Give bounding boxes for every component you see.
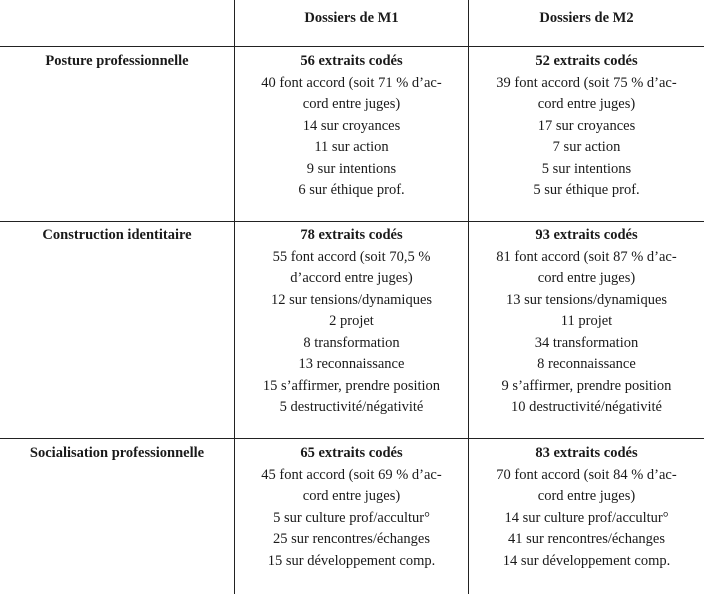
cell-line: 70 font accord (soit 84 % d’ac- (496, 466, 677, 483)
cell-line: 13 reconnaissance (298, 356, 405, 372)
header-m1: Dossiers de M1 (304, 10, 399, 26)
cell-construction-m2 (469, 225, 704, 419)
row-label-posture: Posture professionnelle (45, 53, 189, 69)
cell-line: 6 sur éthique prof. (298, 182, 405, 198)
cell-line: 15 sur développement comp. (267, 552, 436, 569)
cell-line: 41 sur rencontres/échanges (507, 531, 666, 547)
cell-line: 8 transformation (303, 334, 400, 351)
cell-line: cord entre juges) (302, 96, 401, 112)
row-divider (0, 46, 704, 47)
row-divider (0, 221, 704, 222)
cell-line: 2 projet (329, 313, 374, 329)
cell-title: 83 extraits codés (535, 445, 638, 461)
cell-title: 65 extraits codés (300, 445, 403, 461)
cell-line: 5 sur intentions (541, 160, 632, 177)
cell-line: 5 sur éthique prof. (533, 182, 640, 198)
cell-line: 15 s’affirmer, prendre position (262, 377, 441, 394)
cell-posture-m1 (235, 51, 468, 202)
cell-line: 39 font accord (soit 75 % d’ac- (496, 74, 677, 91)
cell-line: 14 sur culture prof/accultur° (504, 509, 669, 526)
cell-line: 5 sur culture prof/accultur° (273, 509, 430, 526)
cell-line: 10 destructivité/négativité (511, 399, 662, 415)
cell-title: 56 extraits codés (300, 53, 403, 69)
cell-line: d’accord entre juges) (290, 270, 413, 286)
cell-line: 9 sur intentions (306, 160, 397, 177)
cell-line: 25 sur rencontres/échanges (272, 531, 431, 547)
cell-line: 11 projet (560, 313, 613, 329)
cell-title: 93 extraits codés (535, 227, 638, 243)
cell-line: 45 font accord (soit 69 % d’ac- (261, 466, 442, 483)
cell-line: 12 sur tensions/dynamiques (270, 291, 433, 308)
cell-posture-m2 (469, 51, 704, 202)
cell-title: 78 extraits codés (300, 227, 403, 243)
cell-line: 8 reconnaissance (537, 356, 636, 372)
cell-line: cord entre juges) (537, 488, 636, 504)
cell-line: 14 sur développement comp. (502, 552, 671, 569)
row-label-construction: Construction identitaire (42, 227, 192, 243)
cell-line: 11 sur action (314, 139, 389, 155)
cell-line: 5 destructivité/négativité (279, 399, 424, 415)
cell-socialisation-m1 (235, 443, 468, 572)
cell-line: cord entre juges) (537, 270, 636, 286)
cell-line: 55 font accord (soit 70,5 % (272, 248, 431, 265)
cell-title: 52 extraits codés (535, 53, 638, 69)
cell-socialisation-m2 (469, 443, 704, 572)
cell-line: 34 transformation (534, 334, 639, 351)
cell-line: 9 s’affirmer, prendre position (501, 377, 672, 394)
cell-line: 13 sur tensions/dynamiques (505, 291, 668, 308)
cell-line: 17 sur croyances (537, 117, 636, 134)
cell-line: cord entre juges) (302, 488, 401, 504)
cell-line: 14 sur croyances (302, 117, 401, 134)
cell-construction-m1 (235, 225, 468, 419)
cell-line: cord entre juges) (537, 96, 636, 112)
cell-line: 7 sur action (552, 139, 621, 155)
cell-line: 81 font accord (soit 87 % d’ac- (496, 248, 677, 265)
header-m2: Dossiers de M2 (539, 10, 634, 26)
row-label-socialisation: Socialisation professionnelle (29, 445, 205, 461)
row-divider (0, 438, 704, 439)
cell-line: 40 font accord (soit 71 % d’ac- (261, 74, 442, 91)
